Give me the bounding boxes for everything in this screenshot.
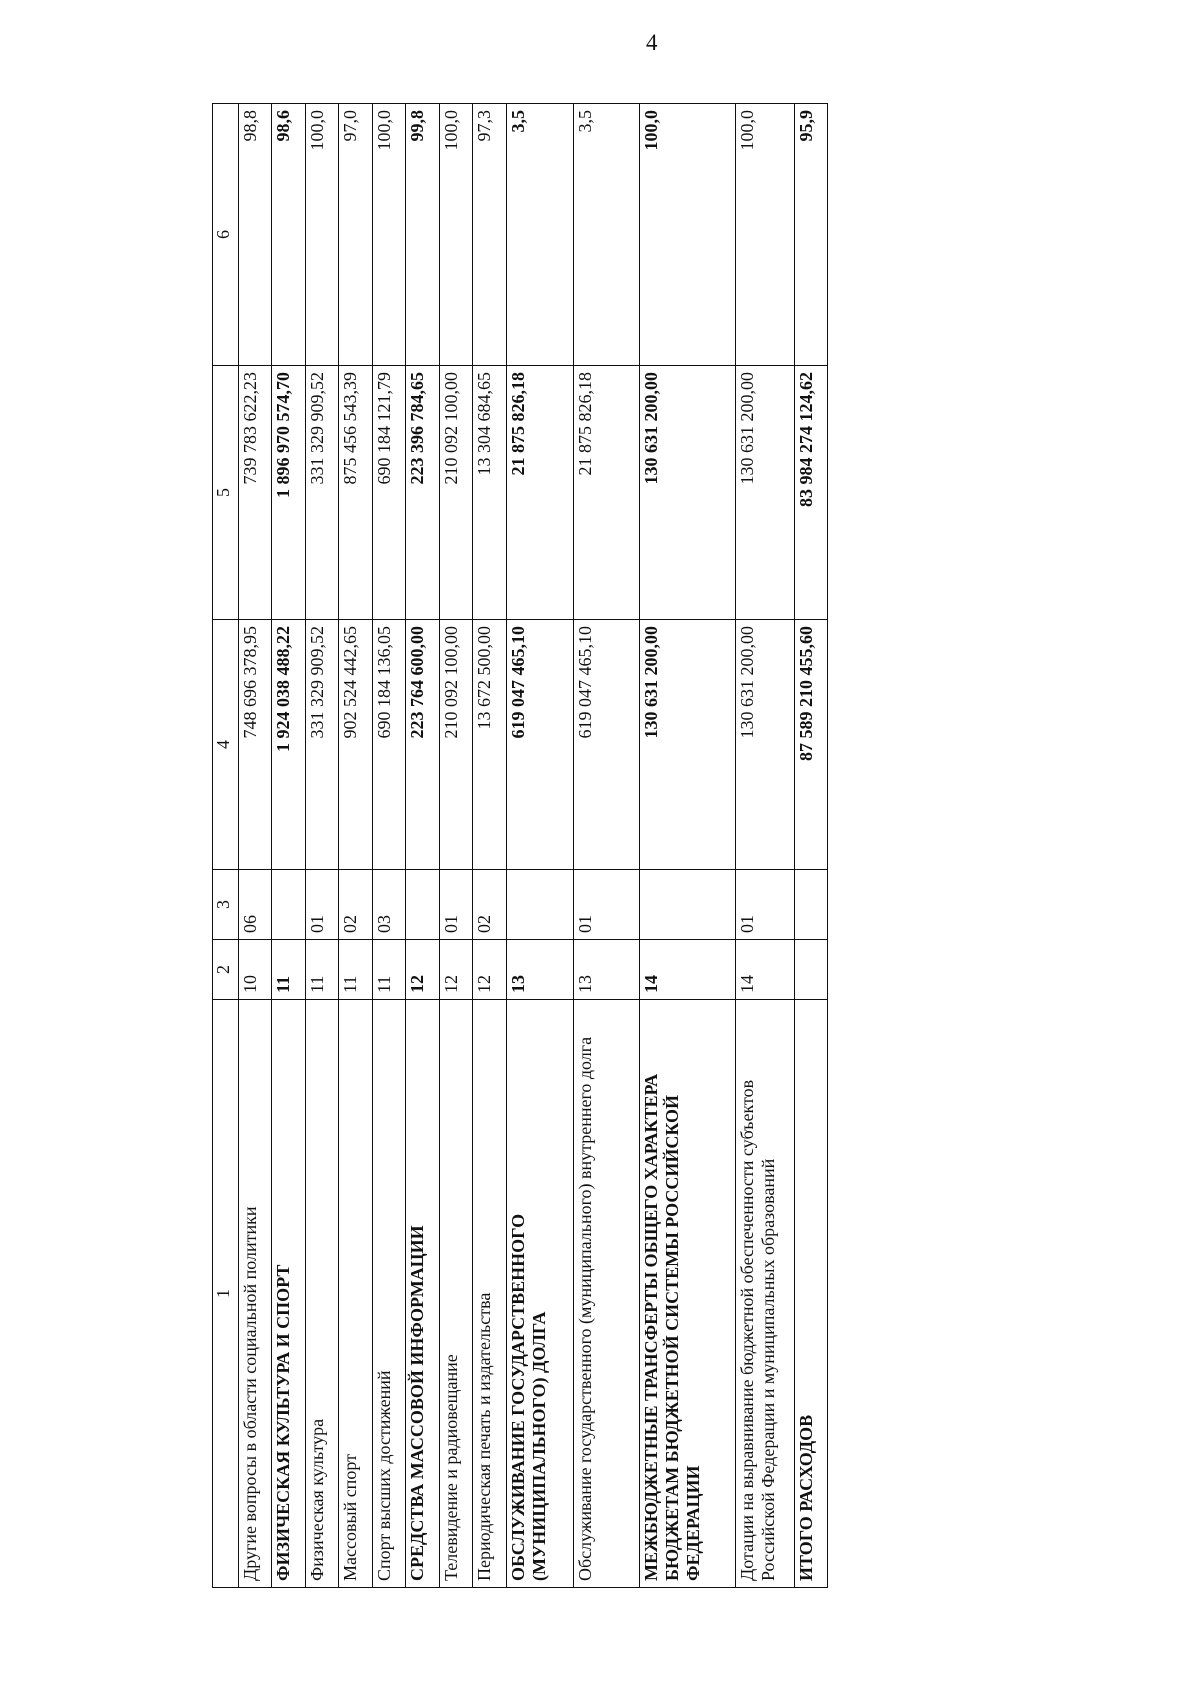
row-planned: 902 524 442,65 [339, 620, 372, 870]
row-percent: 100,0 [439, 104, 472, 366]
row-subsection [272, 870, 305, 940]
row-planned: 748 696 378,95 [239, 620, 272, 870]
row-section: 11 [272, 940, 305, 1000]
row-executed: 1 896 970 574,70 [272, 366, 305, 620]
row-subsection: 02 [339, 870, 372, 940]
row-percent: 100,0 [305, 104, 338, 366]
header-col-2: 2 [213, 940, 239, 1000]
rotated-table-container [212, 104, 828, 1588]
row-subsection [406, 870, 439, 940]
row-name: Периодическая печать и издательства [473, 1000, 506, 1588]
row-percent: 3,5 [573, 104, 640, 366]
header-col-6: 6 [213, 104, 239, 366]
table-row [305, 104, 338, 1588]
row-executed: 331 329 909,52 [305, 366, 338, 620]
row-name: ФИЗИЧЕСКАЯ КУЛЬТУРА И СПОРТ [272, 1000, 305, 1588]
row-executed: 210 092 100,00 [439, 366, 472, 620]
row-planned: 619 047 465,10 [506, 620, 573, 870]
row-percent: 100,0 [372, 104, 405, 366]
row-planned: 130 631 200,00 [735, 620, 794, 870]
row-subsection: 01 [735, 870, 794, 940]
row-name: Физическая культура [305, 1000, 338, 1588]
row-subsection: 01 [573, 870, 640, 940]
table-row [339, 104, 372, 1588]
page-number: 4 [646, 30, 658, 55]
row-percent: 97,0 [339, 104, 372, 366]
table-row [439, 104, 472, 1588]
row-executed: 130 631 200,00 [640, 366, 735, 620]
row-subsection: 06 [239, 870, 272, 940]
table-body [239, 104, 828, 1588]
row-section: 14 [735, 940, 794, 1000]
row-planned: 1 924 038 488,22 [272, 620, 305, 870]
row-executed: 21 875 826,18 [506, 366, 573, 620]
table-row [506, 104, 573, 1588]
expenses-table [212, 103, 828, 1588]
header-col-1: 1 [213, 1000, 239, 1588]
row-executed: 739 783 622,23 [239, 366, 272, 620]
row-executed: 223 396 784,65 [406, 366, 439, 620]
row-executed: 21 875 826,18 [573, 366, 640, 620]
row-name: Телевидение и радиовещание [439, 1000, 472, 1588]
row-section: 10 [239, 940, 272, 1000]
row-section: 13 [506, 940, 573, 1000]
table-row [239, 104, 272, 1588]
row-subsection: 03 [372, 870, 405, 940]
row-subsection [794, 870, 827, 940]
header-col-4: 4 [213, 620, 239, 870]
row-section: 12 [439, 940, 472, 1000]
row-executed: 13 304 684,65 [473, 366, 506, 620]
header-col-5: 5 [213, 366, 239, 620]
row-planned: 619 047 465,10 [573, 620, 640, 870]
row-name: Дотации на выравнивание бюджетной обеспеченности субъектов Российской Федерации и муниципальных образований [735, 1000, 794, 1588]
table-row [406, 104, 439, 1588]
row-percent: 3,5 [506, 104, 573, 366]
row-name: Спорт высших достижений [372, 1000, 405, 1588]
total-executed: 83 984 274 124,62 [794, 366, 827, 620]
row-subsection: 01 [305, 870, 338, 940]
row-executed: 690 184 121,79 [372, 366, 405, 620]
row-name: Массовый спорт [339, 1000, 372, 1588]
table-row [735, 104, 794, 1588]
row-percent: 97,3 [473, 104, 506, 366]
row-subsection [506, 870, 573, 940]
header-row [213, 104, 239, 1588]
row-percent: 100,0 [735, 104, 794, 366]
row-subsection: 02 [473, 870, 506, 940]
table-row [473, 104, 506, 1588]
row-name: ОБСЛУЖИВАНИЕ ГОСУДАРСТВЕННОГО (МУНИЦИПАЛЬНОГО) ДОЛГА [506, 1000, 573, 1588]
header-col-3: 3 [213, 870, 239, 940]
row-planned: 210 092 100,00 [439, 620, 472, 870]
row-planned: 130 631 200,00 [640, 620, 735, 870]
row-percent: 98,6 [272, 104, 305, 366]
row-planned: 13 672 500,00 [473, 620, 506, 870]
total-planned: 87 589 210 455,60 [794, 620, 827, 870]
row-planned: 223 764 600,00 [406, 620, 439, 870]
table-row [372, 104, 405, 1588]
row-section: 11 [339, 940, 372, 1000]
total-percent: 95,9 [794, 104, 827, 366]
row-section: 12 [473, 940, 506, 1000]
row-name: Другие вопросы в области социальной политики [239, 1000, 272, 1588]
row-subsection: 01 [439, 870, 472, 940]
row-section: 13 [573, 940, 640, 1000]
row-planned: 690 184 136,05 [372, 620, 405, 870]
total-label: ИТОГО РАСХОДОВ [794, 1000, 827, 1588]
row-executed: 875 456 543,39 [339, 366, 372, 620]
row-percent: 100,0 [640, 104, 735, 366]
row-name: СРЕДСТВА МАССОВОЙ ИНФОРМАЦИИ [406, 1000, 439, 1588]
table-row [573, 104, 640, 1588]
row-section: 11 [305, 940, 338, 1000]
table-row [640, 104, 735, 1588]
row-name: Обслуживание государственного (муниципального) внутреннего долга [573, 1000, 640, 1588]
row-percent: 99,8 [406, 104, 439, 366]
row-section: 11 [372, 940, 405, 1000]
row-section: 12 [406, 940, 439, 1000]
table-row [272, 104, 305, 1588]
row-executed: 130 631 200,00 [735, 366, 794, 620]
row-percent: 98,8 [239, 104, 272, 366]
row-planned: 331 329 909,52 [305, 620, 338, 870]
row-section [794, 940, 827, 1000]
row-name: МЕЖБЮДЖЕТНЫЕ ТРАНСФЕРТЫ ОБЩЕГО ХАРАКТЕРА БЮДЖЕТАМ БЮДЖЕТНОЙ СИСТЕМЫ РОССИЙСКОЙ ФЕДЕРАЦИИ [640, 1000, 735, 1588]
row-section: 14 [640, 940, 735, 1000]
row-subsection [640, 870, 735, 940]
table-row-total [794, 104, 827, 1588]
